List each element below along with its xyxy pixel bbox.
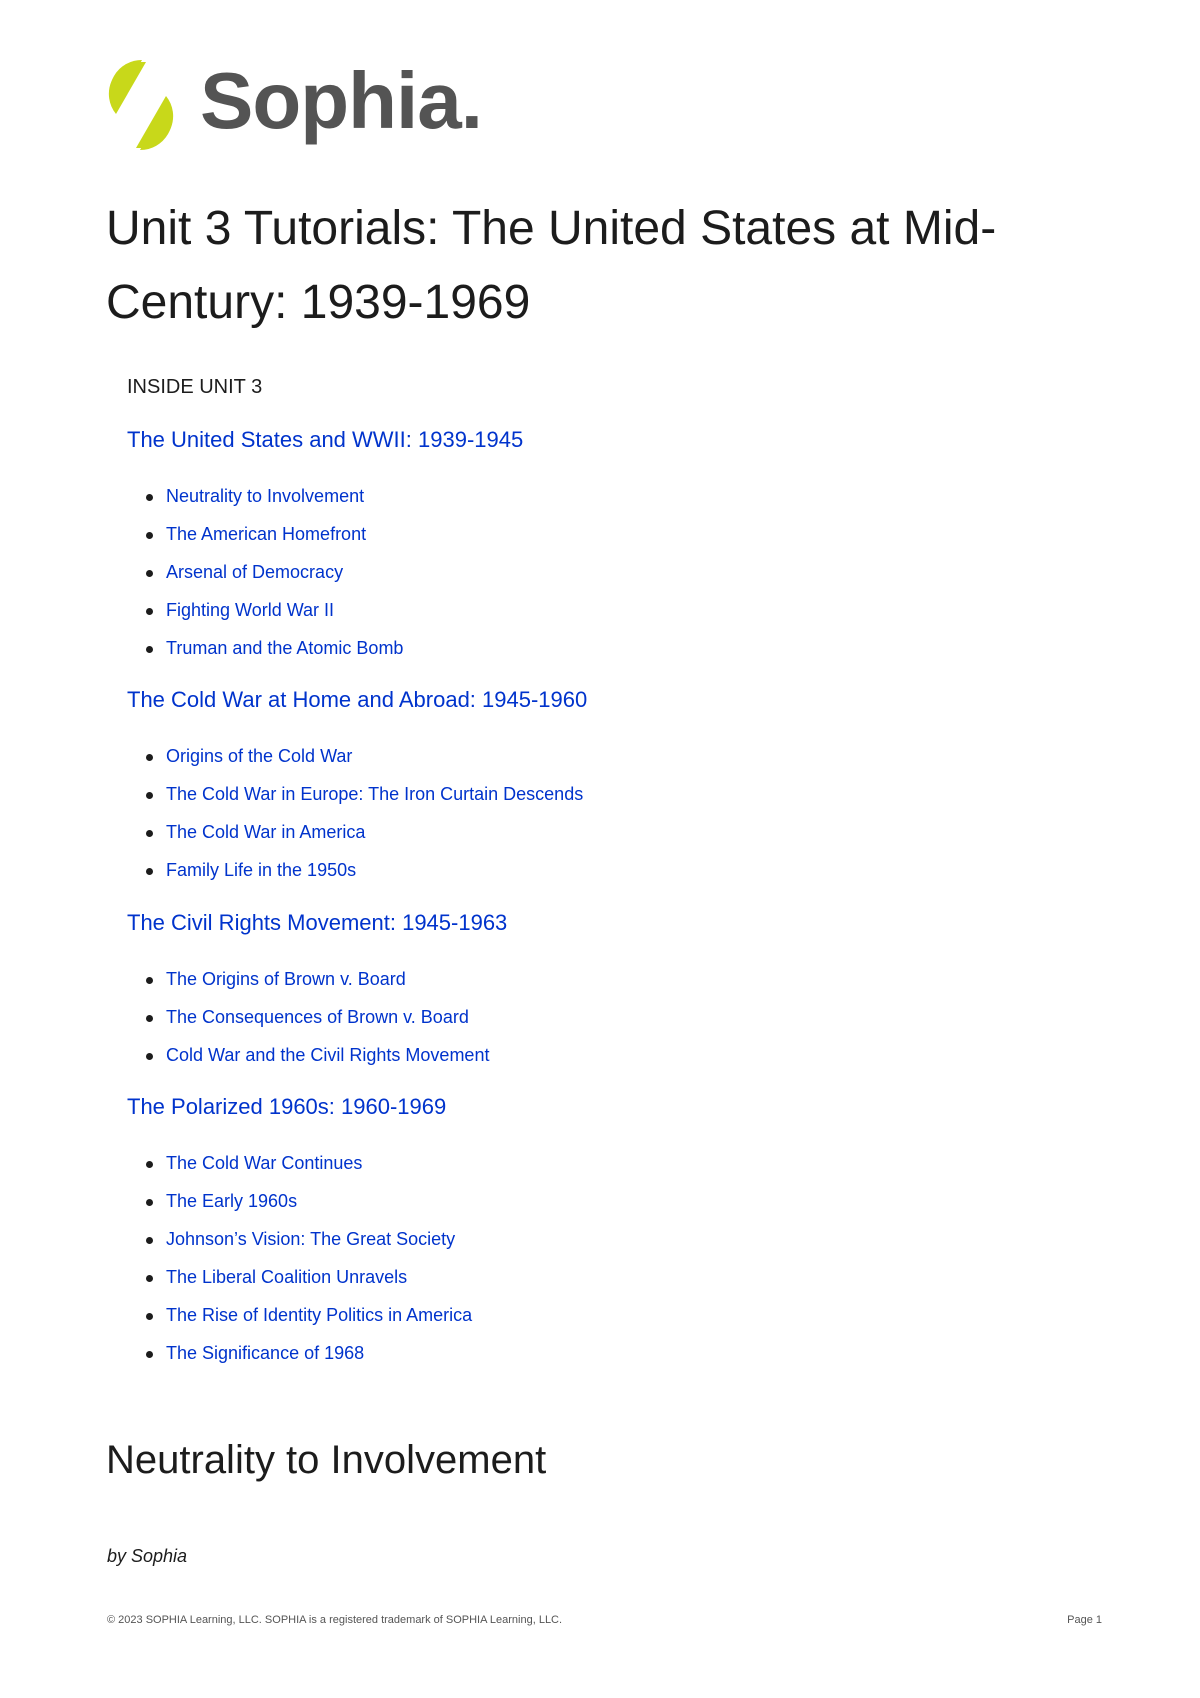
list-item — [127, 553, 523, 591]
list-item — [127, 477, 523, 515]
toc-link[interactable]: Family Life in the 1950s — [166, 860, 357, 880]
toc-link[interactable]: Truman and the Atomic Bomb — [166, 638, 404, 658]
toc-link[interactable]: Cold War and the Civil Rights Movement — [166, 1045, 490, 1065]
byline: by Sophia — [107, 1546, 188, 1566]
list-item — [127, 737, 587, 775]
list-item — [127, 1334, 472, 1372]
sophia-logo — [102, 56, 482, 154]
logo-wordmark: Sophia. — [200, 56, 482, 145]
list-item — [127, 591, 523, 629]
toc-link[interactable]: The Rise of Identity Politics in America — [166, 1305, 473, 1325]
inside-unit-label: INSIDE UNIT 3 — [127, 376, 263, 398]
toc-section-link[interactable]: The Civil Rights Movement: 1945-1963 — [127, 910, 508, 935]
list-item — [127, 1296, 472, 1334]
toc-link[interactable]: Fighting World War II — [166, 600, 335, 620]
toc-section-link[interactable]: The Cold War at Home and Abroad: 1945-1960 — [127, 687, 588, 712]
toc-link[interactable]: The Significance of 1968 — [166, 1343, 365, 1363]
section-heading: Neutrality to Involvement — [106, 1438, 547, 1482]
footer-page-number: Page 1 — [1067, 1614, 1102, 1626]
list-item — [127, 1144, 472, 1182]
list-item — [127, 1182, 472, 1220]
toc-link[interactable]: Origins of the Cold War — [166, 746, 353, 766]
list-item — [127, 1258, 472, 1296]
list-item — [127, 775, 587, 813]
toc-section-link[interactable]: The Polarized 1960s: 1960-1969 — [127, 1094, 447, 1119]
toc-link[interactable]: The American Homefront — [166, 524, 367, 544]
list-item — [127, 960, 507, 998]
list-item — [127, 813, 587, 851]
list-item — [127, 515, 523, 553]
toc-link[interactable]: The Cold War Continues — [166, 1153, 363, 1173]
list-item — [127, 1220, 472, 1258]
toc-section-link[interactable]: The United States and WWII: 1939-1945 — [127, 427, 524, 452]
list-item — [127, 998, 507, 1036]
footer-copyright: © 2023 SOPHIA Learning, LLC. SOPHIA is a registered trademark of SOPHIA Learning, LLC. — [107, 1614, 563, 1626]
page-title: Unit 3 Tutorials: The United States at Mid-Century: 1939-1969 — [106, 202, 997, 329]
toc-link[interactable]: The Early 1960s — [166, 1191, 298, 1211]
toc-link[interactable]: The Consequences of Brown v. Board — [166, 1007, 469, 1027]
toc-link[interactable]: Johnson’s Vision: The Great Society — [166, 1229, 456, 1249]
toc-link[interactable]: Arsenal of Democracy — [166, 562, 344, 582]
toc-link[interactable]: The Origins of Brown v. Board — [166, 969, 406, 989]
toc-section-1960s — [127, 1094, 472, 1372]
toc-link[interactable]: The Cold War in Europe: The Iron Curtain Descends — [166, 784, 584, 804]
list-item — [127, 629, 523, 667]
toc-link[interactable]: The Cold War in America — [166, 822, 366, 842]
toc-section-cold-war — [127, 687, 587, 889]
list-item — [127, 851, 587, 889]
list-item — [127, 1036, 507, 1074]
sophia-logo-icon — [102, 56, 180, 154]
toc-section-wwii — [127, 427, 523, 667]
toc-link[interactable]: Neutrality to Involvement — [166, 486, 365, 506]
toc-section-civil-rights — [127, 910, 507, 1074]
toc-link[interactable]: The Liberal Coalition Unravels — [166, 1267, 408, 1287]
